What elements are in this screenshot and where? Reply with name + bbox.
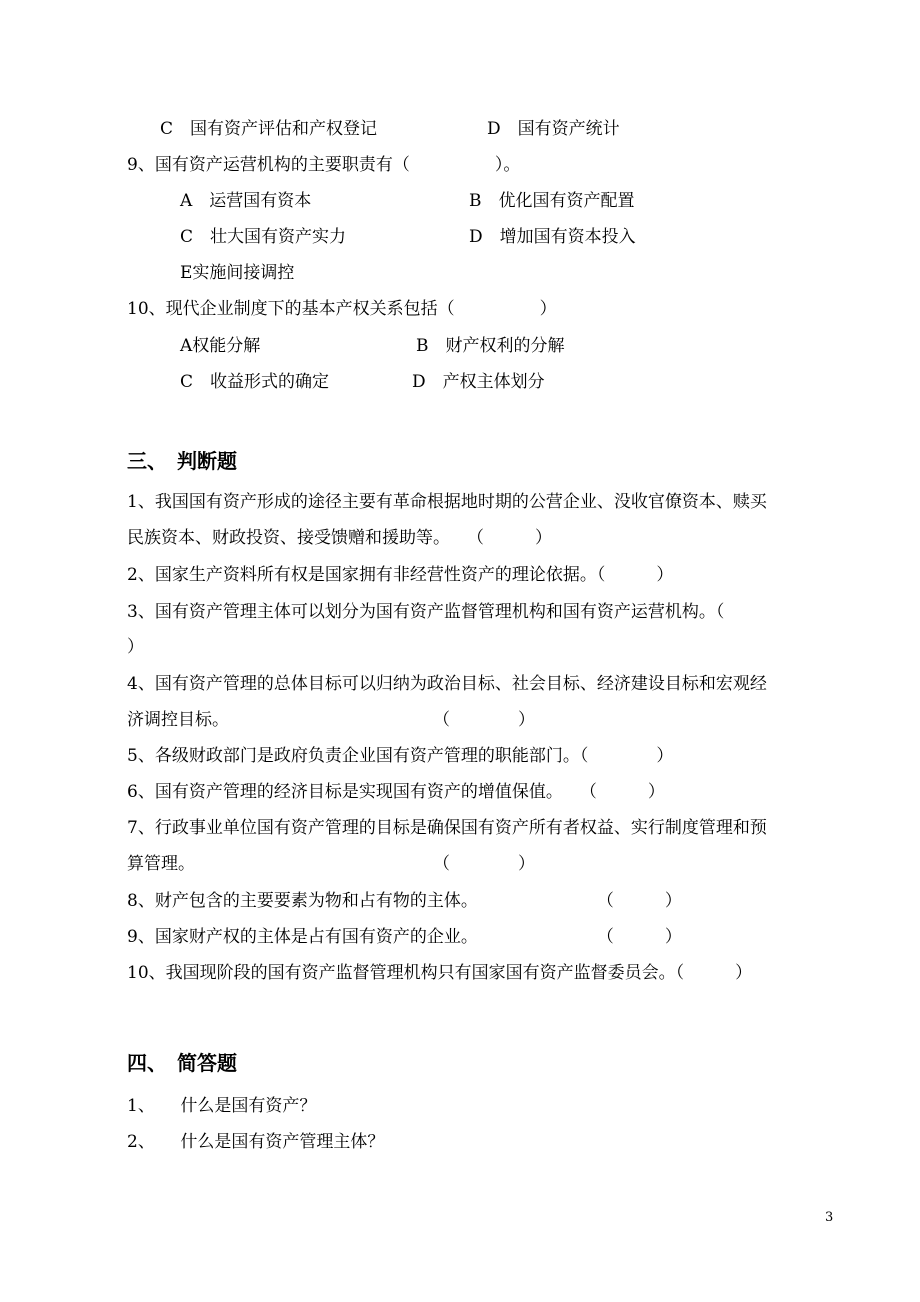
tf-line: 6、国有资产管理的经济目标是实现国有资产的增值保值。 （ ） [127,782,665,802]
q9-option-a: A 运营国有资本 [180,191,312,211]
q9-stem: 9、国有资产运营机构的主要职责有（ ）。 [127,155,521,175]
q8-option-c: C 国有资产评估和产权登记 [160,119,378,139]
tf-line: 4、国有资产管理的总体目标可以归纳为政治目标、社会目标、经济建设目标和宏观经 [127,674,767,694]
q9-option-e: E实施间接调控 [180,263,295,283]
tf-line: 1、我国国有资产形成的途径主要有革命根据地时期的公营企业、没收官僚资本、赎买 [127,492,767,512]
tf-line: 9、国家财产权的主体是占有国有资产的企业。 （ ） [127,927,682,947]
q10-option-c: C 收益形式的确定 [180,372,330,392]
section-3-title: 三、 判断题 [127,449,237,473]
q9-option-c: C 壮大国有资产实力 [180,227,347,247]
section-4-title: 四、 简答题 [127,1051,237,1075]
tf-line: 济调控目标。 （ ） [127,710,535,730]
q10-option-b: B 财产权利的分解 [416,336,565,356]
q10-option-a: A权能分解 [180,336,261,356]
tf-line: 民族资本、财政投资、接受馈赠和援助等。 （ ） [127,528,552,548]
q9-option-d: D 增加国有资本投入 [469,227,636,247]
tf-line: 7、行政事业单位国有资产管理的目标是确保国有资产所有者权益、实行制度管理和预 [127,818,767,838]
tf-line: 8、财产包含的主要要素为物和占有物的主体。 （ ） [127,891,682,911]
tf-line: 算管理。 （ ） [127,854,535,874]
tf-line: 2、国家生产资料所有权是国家拥有非经营性资产的理论依据。（ ） [127,565,674,585]
q10-stem: 10、现代企业制度下的基本产权关系包括（ ） [127,299,557,319]
q8-option-d: D 国有资产统计 [487,119,620,139]
short-answer-q2: 2、 什么是国有资产管理主体？ [127,1132,385,1152]
short-answer-q1: 1、 什么是国有资产？ [127,1096,317,1116]
page-number: 3 [825,1210,834,1225]
tf-line: 3、国有资产管理主体可以划分为国有资产监督管理机构和国有资产运营机构。（ [127,602,725,622]
tf-line: 10、我国现阶段的国有资产监督管理机构只有国家国有资产监督委员会。（ ） [127,963,753,983]
q9-option-b: B 优化国有资产配置 [469,191,635,211]
tf-line: 5、各级财政部门是政府负责企业国有资产管理的职能部门。（ ） [127,746,674,766]
tf-line: ） [127,637,144,657]
q10-option-d: D 产权主体划分 [412,372,545,392]
